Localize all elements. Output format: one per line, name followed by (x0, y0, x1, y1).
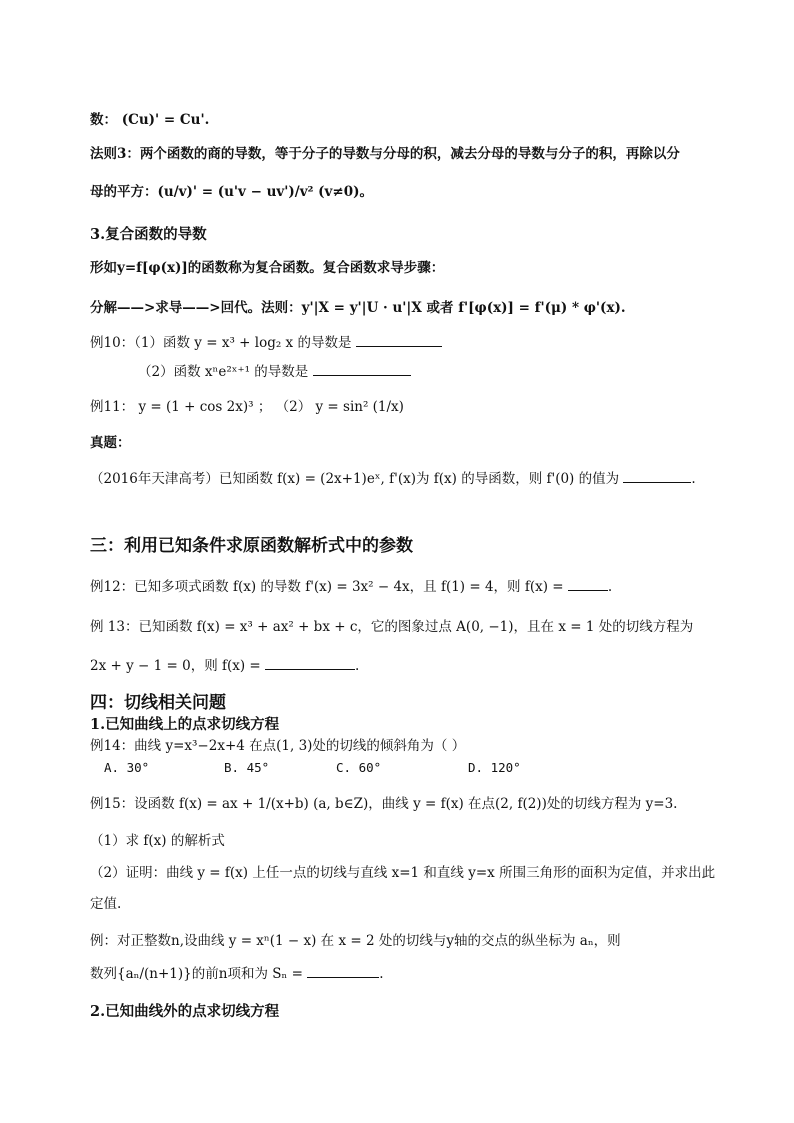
choice-b: B. 45° (224, 760, 270, 775)
example-text: 数列{aₙ/(n+1)}的前n项和为 Sₙ = (90, 966, 303, 982)
example-text: 2x + y − 1 = 0，则 f(x) = (90, 658, 261, 674)
example-text: 例10：（1）函数 y = x³ + log₂ x 的导数是 (90, 335, 352, 351)
zhenti-label: 真题： (90, 435, 131, 451)
example-15: 例15：设函数 f(x) = ax + 1/(x+b) (a, b∈Z)，曲线 y = f(x) 在点(2, f(2))处的切线方程为 y=3. (90, 796, 678, 812)
example-10-2 (138, 360, 724, 380)
answer-blank (265, 657, 355, 670)
rule-3-line: 法则3：两个函数的商的导数，等于分子的导数与分母的积，减去分母的导数与分子的积，再除以分 (90, 146, 680, 162)
answer-blank (568, 578, 608, 591)
answer-blank (623, 470, 691, 483)
answer-blank (356, 334, 442, 347)
example-11: 例11： y = (1 + cos 2x)³ ； （2） y = sin² (1/x) (90, 399, 404, 415)
text-line: 形如y=f[φ(x)]的函数称为复合函数。复合函数求导步骤： (90, 260, 445, 276)
section-heading: 3.复合函数的导数 (90, 226, 207, 243)
example-text: 例12：已知多项式函数 f(x) 的导数 f'(x) = 3x² − 4x，且 f(1) = 4，则 f(x) = (90, 579, 564, 595)
composite-rule: 分解——>求导——>回代。法则：y'|X = y'|U · u'|X 或者 f'[φ(x)] = f'(μ) * φ'(x). (90, 300, 626, 316)
example-13-cont: 2x + y − 1 = 0，则 f(x) = . (90, 658, 360, 674)
section-heading: 2.已知曲线外的点求切线方程 (90, 1003, 280, 1020)
exam-question: （2016年天津高考）已知函数 f(x) = (2x+1)eˣ, f'(x)为 f(x) 的导函数，则 f'(0) 的值为 . (90, 471, 696, 487)
choice-a: A. 30° (104, 760, 150, 775)
example-extra-cont: 数列{aₙ/(n+1)}的前n项和为 Sₙ = . (90, 966, 384, 982)
text-line: 数： (Cu)' = Cu'. (90, 112, 210, 128)
example-13: 例 13：已知函数 f(x) = x³ + ax² + bx + c，它的图象过点 A(0, −1)，且在 x = 1 处的切线方程为 (90, 619, 694, 635)
example-15-q2-cont: 定值. (90, 896, 122, 912)
answer-blank (307, 965, 379, 978)
example-12: 例12：已知多项式函数 f(x) 的导数 f'(x) = 3x² − 4x，且 f(1) = 4，则 f(x) = . (90, 579, 613, 595)
choice-c: C. 60° (336, 760, 382, 775)
example-text: （2）函数 xⁿe²ˣ⁺¹ 的导数是 (138, 364, 309, 380)
example-14: 例14：曲线 y=x³−2x+4 在点(1, 3)处的切线的倾斜角为（ ） (90, 738, 466, 754)
choice-d: D. 120° (468, 760, 521, 775)
example-15-q1: （1）求 f(x) 的解析式 (90, 833, 225, 849)
answer-blank (313, 363, 411, 376)
example-text: （2016年天津高考）已知函数 f(x) = (2x+1)eˣ, f'(x)为 f(x) 的导函数，则 f'(0) 的值为 (90, 471, 620, 487)
section-heading: 1.已知曲线上的点求切线方程 (90, 716, 280, 733)
example-10-1 (90, 331, 724, 351)
rule-3-formula: 母的平方：(u/v)' = (u'v − uv')/v² (v≠0)。 (90, 184, 373, 200)
section-heading: 四：切线相关问题 (90, 693, 226, 713)
section-heading: 三：利用已知条件求原函数解析式中的参数 (90, 536, 413, 556)
example-15-q2: （2）证明：曲线 y = f(x) 上任一点的切线与直线 x=1 和直线 y=x 所围三角形的面积为定值，并求出此 (90, 865, 716, 881)
example-extra: 例：对正整数n,设曲线 y = xⁿ(1 − x) 在 x = 2 处的切线与y轴的交点的纵坐标为 aₙ，则 (90, 933, 621, 949)
